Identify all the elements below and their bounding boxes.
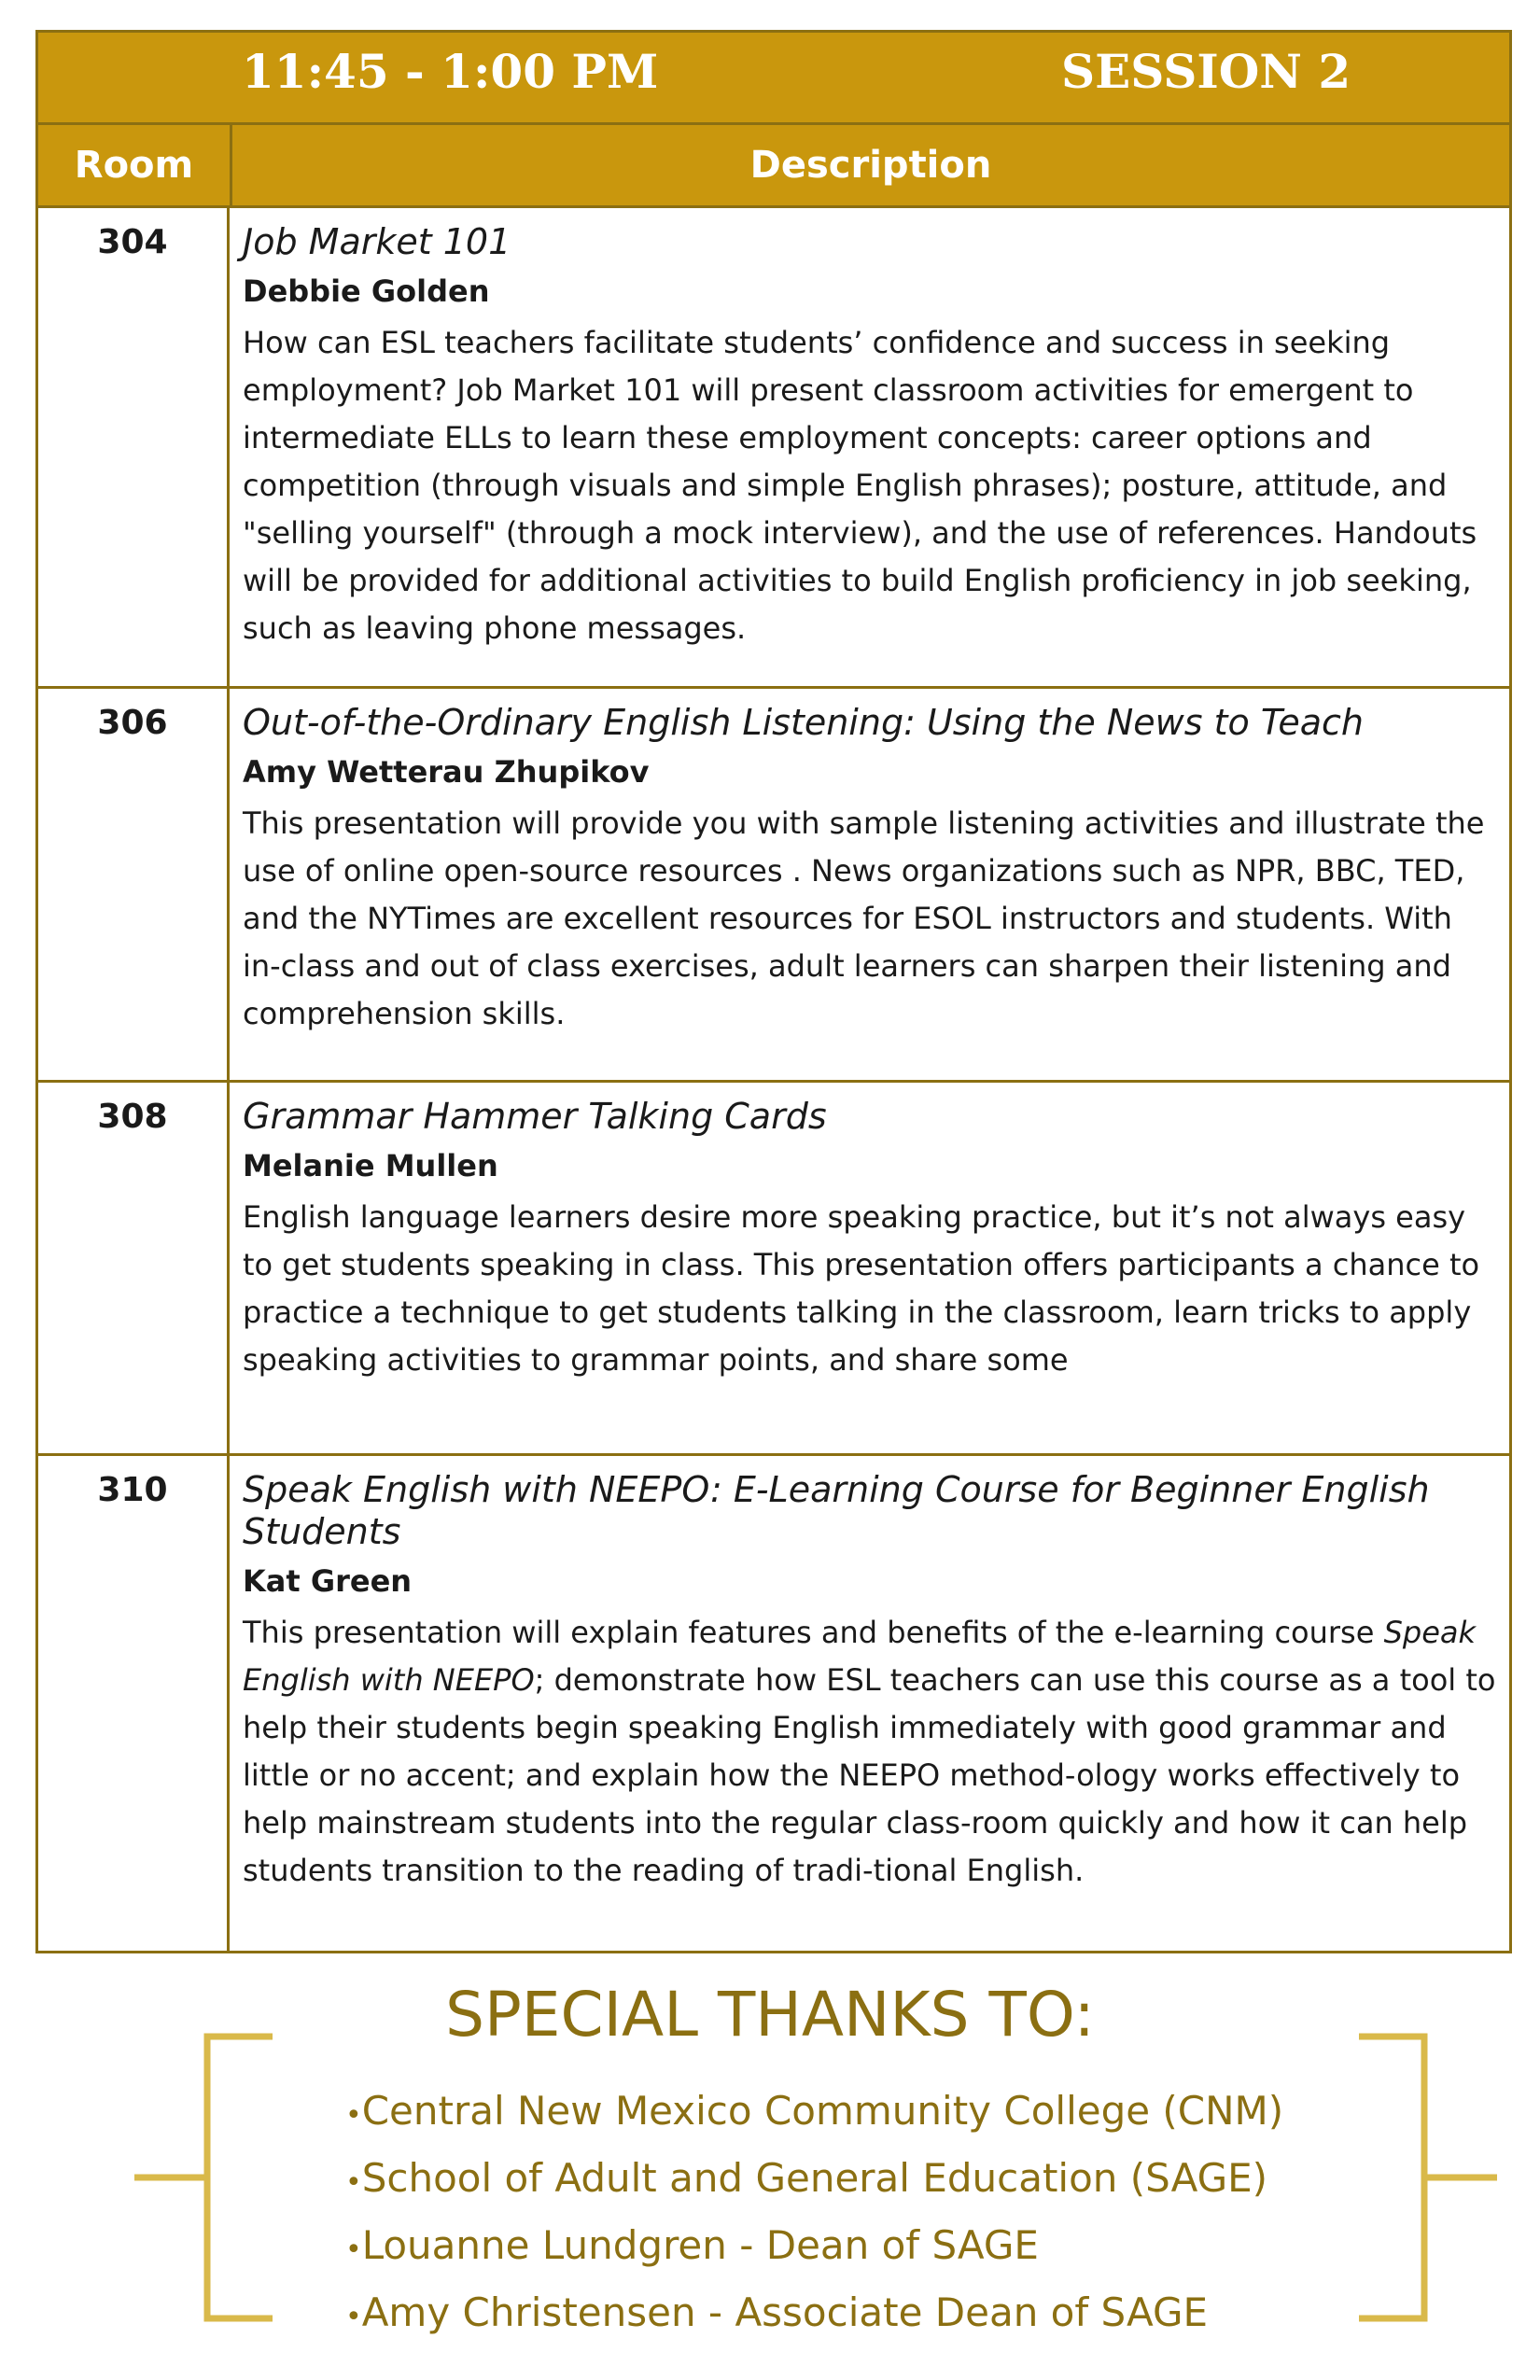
- room-column-header: Room: [38, 125, 232, 205]
- session-row-304: [38, 208, 1509, 689]
- session-title: Out-of-the-Ordinary English Listening: Using the News to Teach: [243, 702, 1364, 743]
- special-thanks-title: SPECIAL THANKS TO:: [445, 1979, 1095, 2051]
- bullet-icon: •: [345, 2099, 362, 2132]
- room-number: 306: [38, 689, 230, 1080]
- session-title: Job Market 101: [243, 221, 511, 262]
- session-time: 11:45 - 1:00 PM: [242, 44, 659, 99]
- session-title: Grammar Hammer Talking Cards: [243, 1096, 827, 1137]
- session-description: [230, 689, 1509, 1080]
- special-thanks-list: [345, 2079, 1283, 2348]
- session-abstract: How can ESL teachers facilitate students’ confidence and success in seeking employment? Job Market 101 will present classroom activities for emergent to intermediate ELLs to learn these employment concepts: career options and competition (through visuals and simple English phrases); posture, attitude, and "selling yourself" (through a mock interview), and the use of references. Handouts will be provided for additional activities to build English proficiency in job seeking, such as leaving phone messages.: [243, 325, 1477, 646]
- session-speaker: Melanie Mullen: [243, 1148, 498, 1183]
- thanks-item: •Louanne Lundgren - Dean of SAGE: [345, 2222, 1039, 2268]
- abstract-text-before: This presentation will explain features and benefits of the e-learning course: [243, 1615, 1384, 1650]
- session-label: SESSION 2: [1061, 44, 1351, 99]
- session-row-306: [38, 689, 1509, 1083]
- session-row-308: [38, 1083, 1509, 1456]
- left-bracket-decoration: [131, 2033, 280, 2322]
- session-row-310: [38, 1456, 1509, 1951]
- session-title: Speak English with NEEPO: E-Learning Course for Beginner English Students: [243, 1469, 1430, 1552]
- thanks-item: •School of Adult and General Education (SAGE): [345, 2155, 1268, 2201]
- room-number: 310: [38, 1456, 230, 1951]
- session-description: [230, 208, 1509, 686]
- session-header-bar: [38, 33, 1509, 125]
- thanks-item: •Amy Christensen - Associate Dean of SAGE: [345, 2289, 1209, 2335]
- column-header-row: [38, 125, 1509, 208]
- bullet-icon: •: [345, 2166, 362, 2199]
- session-abstract: [243, 1609, 1498, 1895]
- session-speaker: Amy Wetterau Zhupikov: [243, 754, 650, 790]
- right-bracket-decoration: [1351, 2033, 1501, 2322]
- bullet-icon: •: [345, 2301, 362, 2333]
- session-description: [230, 1456, 1509, 1951]
- thanks-item: •Central New Mexico Community College (CNM): [345, 2088, 1284, 2134]
- session-description: [230, 1083, 1509, 1453]
- session-schedule-table: [35, 30, 1512, 1953]
- abstract-text-after: ; demonstrate how ESL teachers can use this course as a tool to help their students begin speaking English immediately with good grammar and little or no accent; and explain how the NEEPO method-ology works effectively to help mainstream students into the regular class-room quickly and how it can help students transition to the reading of tradi-tional English.: [243, 1662, 1496, 1888]
- description-column-header: Description: [749, 144, 992, 187]
- room-number: 308: [38, 1083, 230, 1453]
- course-name: Speak English with NEEPO: [243, 1615, 1477, 1698]
- bullet-icon: •: [345, 2233, 362, 2266]
- session-speaker: Kat Green: [243, 1563, 413, 1599]
- session-abstract: English language learners desire more speaking practice, but it’s not always easy to get students speaking in class. This presentation offers participants a chance to practice a technique to get students talking in the classroom, learn tricks to apply speaking activities to grammar points, and share some: [243, 1199, 1480, 1378]
- session-abstract: This presentation will provide you with sample listening activities and illustrate the use of online open-source resources . News organizations such as NPR, BBC, TED, and the NYTimes are excellent resources for ESOL instructors and students. With in-class and out of class exercises, adult learners can sharpen their listening and comprehension skills.: [243, 805, 1485, 1031]
- room-number: 304: [38, 208, 230, 686]
- session-speaker: Debbie Golden: [243, 273, 490, 309]
